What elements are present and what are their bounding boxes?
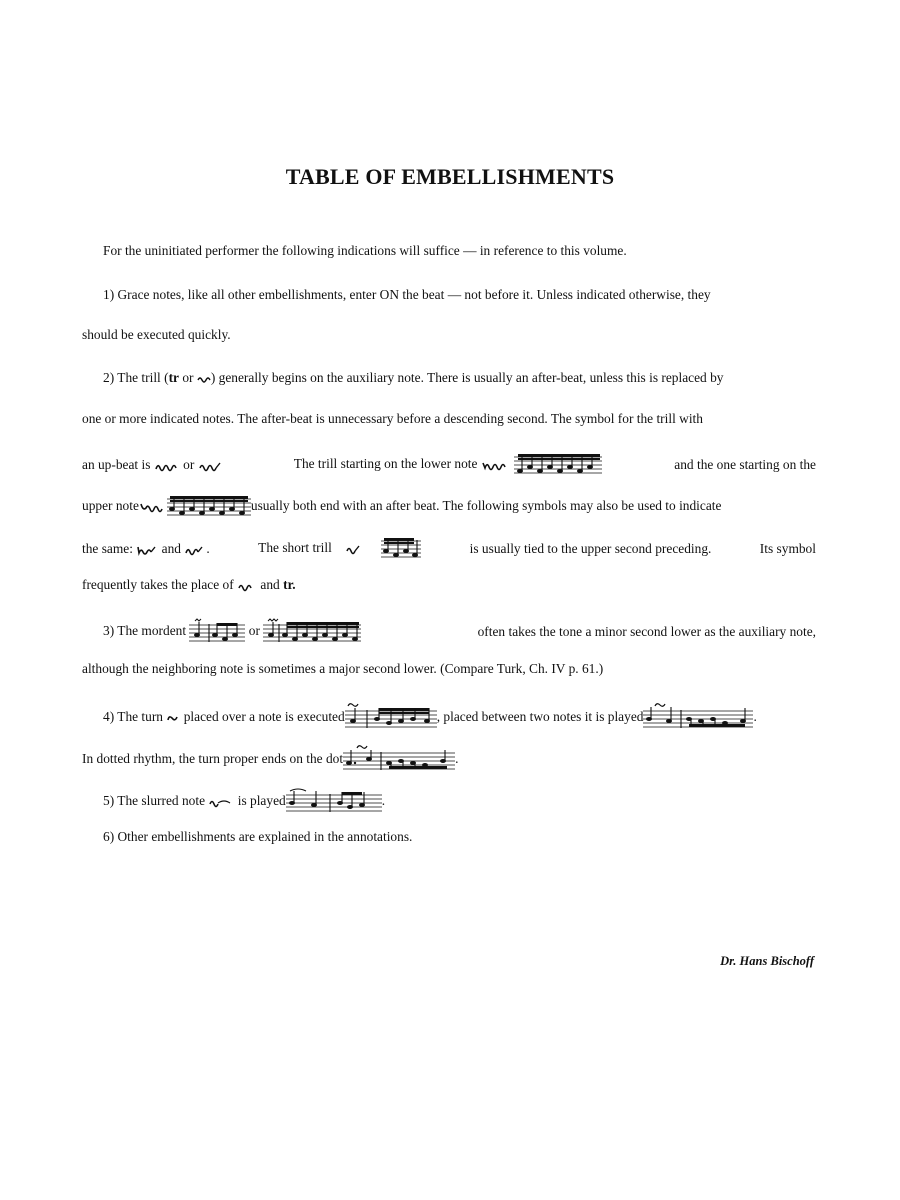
trill-same-icon-2 [184, 544, 206, 556]
p2-line-6 [82, 576, 296, 594]
music-example-upper-trill [167, 494, 251, 520]
p1-text-b: should be executed quickly. [82, 327, 231, 342]
p3-b: or [248, 623, 260, 639]
trill-tr-symbol: tr [168, 370, 179, 385]
trill-upbeat-icon [154, 460, 180, 472]
p5-c: . [381, 793, 386, 809]
p2-l6-a: frequently takes the place of [82, 577, 234, 592]
p2-l4-a: upper note [82, 498, 139, 514]
p4-line-2 [82, 744, 458, 776]
trill-tr-symbol-2: tr. [283, 577, 296, 592]
music-example-mordent-1 [189, 618, 245, 646]
p2-l3-c: The trill starting on the lower note [293, 456, 478, 472]
trill-wavy-icon [197, 374, 211, 384]
p3-line-1 [103, 618, 816, 646]
p1-text-a: 1) Grace notes, like all other embellishments, enter ON the beat — not before it. Unless indicated otherwise, they [103, 287, 711, 302]
p2-l5-c: The short trill [258, 540, 332, 556]
trill-lower-note-icon [481, 459, 511, 471]
short-trill-icon [345, 543, 363, 555]
signature: Dr. Hans Bischoff [720, 954, 814, 968]
slurred-note-icon [208, 796, 234, 808]
p2-line-1 [103, 369, 816, 387]
p5-a: 5) The slurred note [103, 793, 206, 809]
p3-a: 3) The mordent [103, 623, 187, 639]
p2-line-2: one or more indicated notes. The after-beat is unnecessary before a descending second. The symbol for the trill with [82, 411, 703, 426]
p6-line: 6) Other embellishments are explained in the annotations. [103, 829, 413, 844]
p2-line-4 [82, 494, 816, 520]
intro-text: For the uninitiated performer the following indications will suffice — in reference to this volume. [103, 243, 627, 258]
p3-line-2: although the neighboring note is sometimes a major second lower. (Compare Turk, Ch. IV p. 61.) [82, 661, 604, 676]
music-example-lower-trill [514, 452, 602, 478]
p2-l3-d: and the one starting on the [674, 457, 816, 472]
page-title: TABLE OF EMBELLISHMENTS [285, 164, 615, 189]
p4-c: , placed between two notes it is played [436, 709, 644, 725]
p2-line-5: the same: and . The short trill is usually tied to the upper second preceding. Its symbol [82, 536, 816, 562]
p4-line-1 [103, 702, 816, 734]
p1-line-1 [103, 286, 816, 304]
trill-upper-note-icon [139, 501, 167, 513]
p2-line-3 [82, 452, 816, 478]
p3-c: often takes the tone a minor second lower as the auxiliary note, [477, 624, 816, 639]
p2-l1-c: ) generally begins on the auxiliary note. There is usually an after-beat, unless this is replaced by [210, 370, 724, 385]
p4-a: 4) The turn [103, 709, 163, 725]
trill-upbeat-alt-icon [198, 460, 222, 472]
music-example-turn-over-note [345, 702, 437, 734]
trill-same-icon-1 [136, 544, 158, 556]
music-example-turn-dotted [343, 744, 455, 776]
p2-l5-d: is usually tied to the upper second preceding. [469, 541, 712, 556]
p4-d: . [753, 709, 757, 725]
p2-l6-b: and [260, 577, 280, 592]
p5-line [103, 786, 385, 818]
p2-l5-e: Its symbol [759, 541, 816, 556]
turn-icon [166, 713, 180, 723]
p2-l4-b: usually both end with an after beat. The following symbols may also be used to indicate [250, 498, 722, 514]
p2-l5-a: the same: [82, 541, 133, 556]
p2-l5-b: and [161, 541, 182, 556]
p4-b: placed over a note is executed [183, 709, 345, 725]
p2-l3-a: an up-beat is [82, 457, 151, 472]
p2-l1-b: or [178, 370, 197, 385]
music-example-slurred-note [286, 786, 382, 818]
p4-f: . [455, 751, 459, 767]
trill-wavy-small-icon [237, 580, 257, 592]
p2-l3-b: or [183, 457, 195, 472]
p5-b: is played [237, 793, 286, 809]
music-example-turn-between-notes [643, 702, 753, 734]
music-example-mordent-2 [263, 618, 361, 646]
p2-l1-a: 2) The trill ( [103, 370, 169, 385]
p4-e: In dotted rhythm, the turn proper ends on the dot [82, 751, 344, 767]
music-example-short-trill [381, 536, 421, 562]
